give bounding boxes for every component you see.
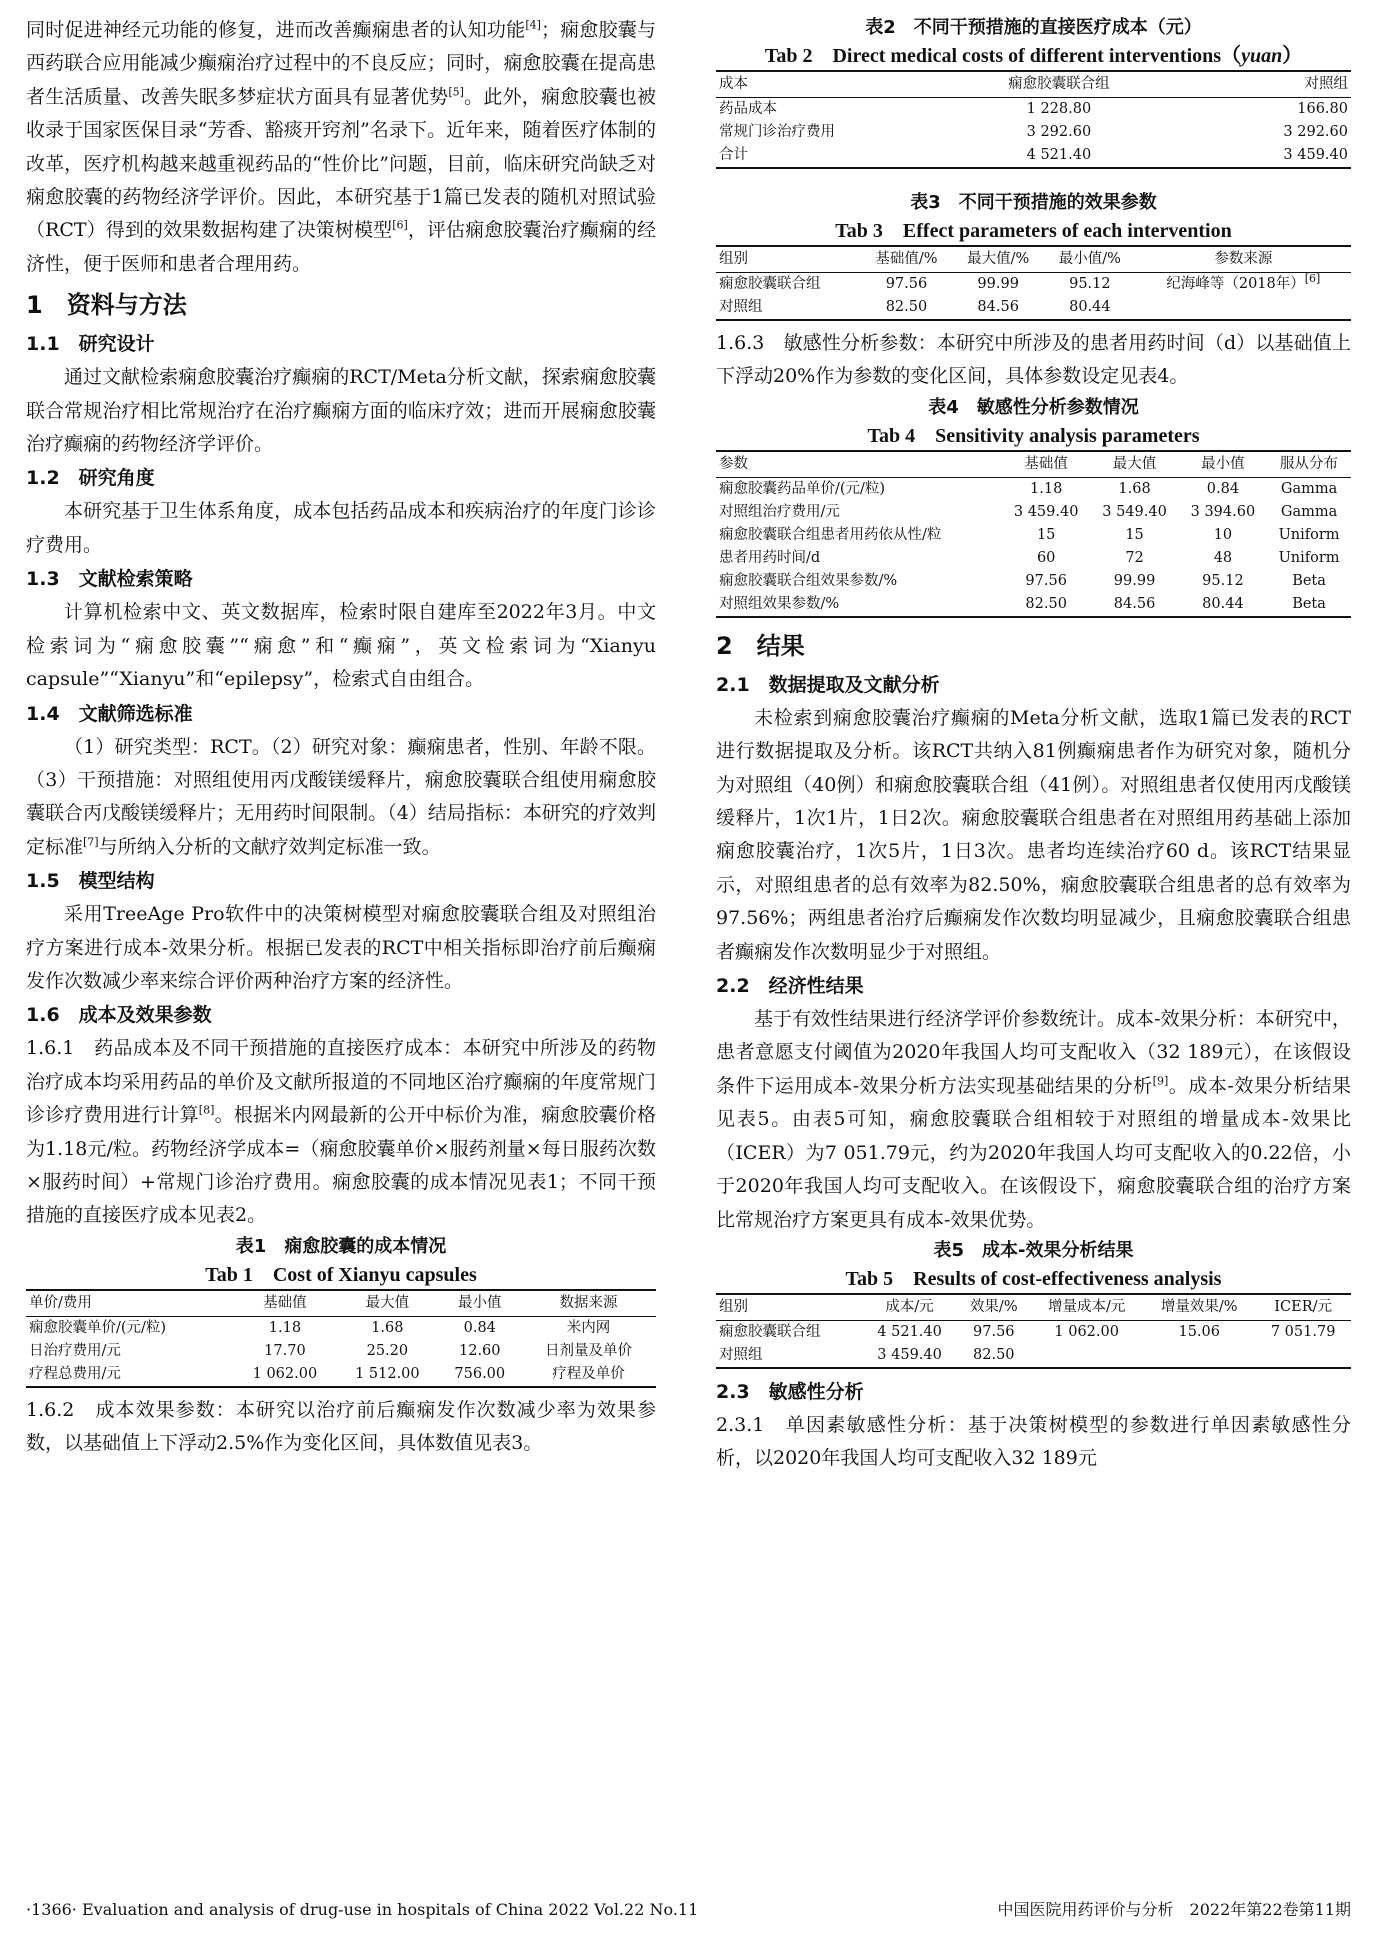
table-header-cell: 成本 — [716, 71, 907, 98]
table5-caption-cn: 表5 成本-效果分析结果 — [933, 1239, 1134, 1261]
section-heading-2-2: 2.2 经济性结果 — [716, 975, 864, 998]
table-row: 痫愈胶囊联合组效果参数/% 97.56 99.99 95.12 Beta — [719, 572, 1326, 589]
table-header-cell: 基础值 — [234, 1290, 336, 1317]
table-header-cell: 组别 — [716, 1294, 862, 1321]
table4-caption-en: Tab 4 Sensitivity analysis parameters — [867, 424, 1200, 447]
table-header-cell: 组别 — [716, 246, 861, 273]
table3-caption-cn: 表3 不同干预措施的效果参数 — [910, 192, 1157, 213]
table3-caption-en: Tab 3 Effect parameters of each intervention — [835, 220, 1232, 242]
table1-caption-en: Tab 1 Cost of Xianyu capsules — [205, 1263, 477, 1286]
section-heading-1-6: 1.6 成本及效果参数 — [26, 1004, 212, 1027]
table-header-cell: 数据来源 — [521, 1290, 656, 1317]
table-5 — [716, 1293, 1351, 1369]
table-header-cell: 增量成本/元 — [1030, 1294, 1143, 1321]
table1-caption-cn: 表1 痫愈胶囊的成本情况 — [235, 1235, 447, 1257]
citation[interactable]: [6] — [392, 219, 408, 233]
table-row: 对照组治疗费用/元 3 459.40 3 549.40 3 394.60 Gamma — [719, 503, 1338, 520]
table-header-cell: 单价/费用 — [26, 1290, 234, 1317]
paragraph-2-3-1: 2.3.1 单因素敏感性分析：基于决策树模型的参数进行单因素敏感性分析，以2020年我国人均可支配收入32 189元 — [716, 1413, 1351, 1470]
paragraph-2-2: 基于有效性结果进行经济学评价参数统计。成本-效果分析：本研究中，患者意愿支付阈值为2020年我国人均可支配收入（32 189元），在该假设条件下运用成本-效果分析方法实现基础结果的分析[9]。成本-效果分析结果见表5。由表5可知，痫愈胶囊联合组相较于对照组的增量成本-效果比（ICER）为7 051.79元，约为2020年我国人均可支配收入的0.22倍，小于2020年我国人均可支配收入。在该假设下，痫愈胶囊联合组的治疗方案比常规治疗方案更具有成本-效果优势。 — [716, 1008, 1352, 1231]
paragraph-1-3: 计算机检索中文、英文数据库，检索时限自建库至2022年3月。中文检索词为“痫愈胶囊”“痫愈”和“癫痫”，英文检索词为“Xianyu capsule”“Xianyu”和“epilepsy”，检索式自由组合。 — [26, 601, 656, 691]
section-heading-1-4: 1.4 文献筛选标准 — [26, 702, 193, 725]
table-4 — [716, 450, 1351, 618]
table-row: 日治疗费用/元 17.70 25.20 12.60 日剂量及单价 — [29, 1342, 632, 1359]
citation[interactable]: [9] — [1152, 1074, 1169, 1088]
table-header-cell: 增量效果/% — [1143, 1294, 1255, 1321]
table-row: 痫愈胶囊联合组 4 521.40 97.56 1 062.00 15.06 7 051.79 — [719, 1323, 1336, 1340]
section-heading-1-1: 1.1 研究设计 — [26, 333, 155, 356]
paragraph-1-1: 通过文献检索痫愈胶囊治疗癫痫的RCT/Meta分析文献，探索痫愈胶囊联合常规治疗相比常规治疗在治疗癫痫方面的临床疗效；进而开展痫愈胶囊治疗癫痫的药物经济学评价。 — [26, 366, 656, 456]
paragraph-2-1: 未检索到痫愈胶囊治疗癫痫的Meta分析文献，选取1篇已发表的RCT进行数据提取及分析。该RCT共纳入81例癫痫患者作为研究对象，随机分为对照组（40例）和痫愈胶囊联合组（41例）。对照组患者仅使用丙戊酸镁缓释片，1次1片，1日2次。痫愈胶囊联合组患者在对照组用药基础上添加痫愈胶囊治疗，1次5片，1日3次。患者均连续治疗60 d。该RCT结果显示，对照组患者的总有效率为82.50%，痫愈胶囊联合组患者的总有效率为97.56%；两组患者治疗后癫痫发作次数均明显减少，且痫愈胶囊联合组患者癫痫发作次数明显少于对照组。 — [716, 706, 1351, 963]
paragraph-1-6-1: 1.6.1 药品成本及不同干预措施的直接医疗成本：本研究中所涉及的药物治疗成本均采用药品的单价及文献所报道的不同地区治疗癫痫的年度常规门诊诊疗费用进行计算[8]。根据米内网最新的公开中标价为准，痫愈胶囊价格为1.18元/粒。药物经济学成本=（痫愈胶囊单价×服药剂量×每日服药次数×服药时间）+常规门诊治疗费用。痫愈胶囊的成本情况见表1；不同干预措施的直接医疗成本见表2。 — [26, 1037, 656, 1227]
section-heading-1-3: 1.3 文献检索策略 — [26, 568, 193, 591]
table-header-cell: ICER/元 — [1255, 1294, 1351, 1321]
paragraph-1-5: 采用TreeAge Pro软件中的决策树模型对痫愈胶囊联合组及对照组治疗方案进行成本-效果分析。根据已发表的RCT中相关指标即治疗前后癫痫发作次数减少率来综合评价两种治疗方案的经济性。 — [26, 903, 656, 992]
table2-caption-en: Tab 2 Direct medical costs of different interventions（yuan） — [764, 45, 1303, 67]
table-row: 痫愈胶囊药品单价/(元/粒) 1.18 1.68 0.84 Gamma — [719, 480, 1338, 497]
citation[interactable]: [7] — [83, 835, 99, 849]
table-row: 对照组效果参数/% 82.50 84.56 80.44 Beta — [716, 593, 1351, 617]
table-header-cell: 最大值 — [336, 1290, 438, 1317]
table-row: 合计 4 521.40 3 459.40 — [716, 144, 1351, 168]
table5-caption-en: Tab 5 Results of cost-effectiveness analysis — [845, 1267, 1222, 1290]
table-header-cell: 成本/元 — [862, 1294, 958, 1321]
footer-journal-en: ·1366· Evaluation and analysis of drug-use in hospitals of China 2022 Vol.22 No.11 — [26, 1900, 699, 1919]
paragraph-1-6-2: 1.6.2 成本效果参数：本研究以治疗前后癫痫发作次数减少率为效果参数，以基础值上下浮动2.5%作为变化区间，具体数值见表3。 — [26, 1398, 656, 1455]
intro-paragraph: 同时促进神经元功能的修复，进而改善癫痫患者的认知功能[4]；痫愈胶囊与西药联合应用能减少癫痫治疗过程中的不良反应；同时，痫愈胶囊在提高患者生活质量、改善失眠多梦症状方面具有显著优势[5]。此外，痫愈胶囊也被收录于国家医保目录“芳香、豁痰开窍剂”名录下。近年来，随着医疗体制的改革，医疗机构越来越重视药品的“性价比”问题，目前，临床研究尚缺乏对痫愈胶囊的药物经济学评价。因此，本研究基于1篇已发表的随机对照试验（RCT）得到的效果数据构建了决策树模型[6]，评估痫愈胶囊治疗癫痫的经济性，便于医师和患者合理用药。 — [26, 18, 656, 275]
table-header-cell: 服从分布 — [1267, 451, 1351, 478]
table-header-cell: 最小值 — [439, 1290, 521, 1317]
table-3 — [716, 245, 1351, 321]
table-header-cell: 基础值 — [1002, 451, 1090, 478]
citation[interactable]: [4] — [525, 18, 541, 32]
table-header-cell: 对照组 — [1211, 71, 1351, 98]
paragraph-1-4: （1）研究类型：RCT。（2）研究对象：癫痫患者，性别、年龄不限。（3）干预措施：对照组使用丙戊酸镁缓释片，痫愈胶囊联合组使用痫愈胶囊联合丙戊酸镁缓释片；无用药时间限制。（4）结局指标：本研究的疗效判定标准[7]与所纳入分析的文献疗效判定标准一致。 — [26, 735, 656, 858]
section-heading-1-2: 1.2 研究角度 — [26, 467, 155, 490]
table-row: 痫愈胶囊联合组 97.56 99.99 95.12 纪海峰等（2018年）[6] — [719, 272, 1321, 292]
section-heading-2-1: 2.1 数据提取及文献分析 — [716, 673, 940, 696]
table-header-cell: 最小值 — [1179, 451, 1267, 478]
page-footer — [26, 1898, 1351, 1922]
left-column — [26, 14, 656, 1461]
table-header-cell: 最大值/% — [952, 246, 1044, 273]
table-header-cell: 最大值 — [1090, 451, 1178, 478]
paragraph-1-6-3: 1.6.3 敏感性分析参数：本研究中所涉及的患者用药时间（d）以基础值上下浮动20%作为参数的变化区间，具体参数设定见表4。 — [716, 332, 1351, 388]
table-header-cell: 最小值/% — [1044, 246, 1136, 273]
citation[interactable]: [8] — [198, 1103, 215, 1117]
table-header-cell: 参数 — [716, 451, 1002, 478]
citation[interactable]: [6] — [1304, 272, 1321, 286]
table-1 — [26, 1289, 656, 1388]
table-header-cell: 基础值/% — [861, 246, 953, 273]
table2-caption-cn: 表2 不同干预措施的直接医疗成本（元） — [865, 17, 1202, 38]
section-heading-2: 2 结果 — [716, 631, 805, 660]
table-row: 药品成本 1 228.80 166.80 — [719, 101, 1348, 117]
table-row: 疗程总费用/元 1 062.00 1 512.00 756.00 疗程及单价 — [26, 1363, 656, 1387]
table4-caption-cn: 表4 敏感性分析参数情况 — [928, 396, 1139, 418]
table-row: 患者用药时间/d 60 72 48 Uniform — [719, 549, 1340, 566]
table-row: 常规门诊治疗费用 3 292.60 3 292.60 — [719, 124, 1348, 140]
footer-journal-cn: 中国医院用药评价与分析 2022年第22卷第11期 — [997, 1900, 1351, 1919]
section-heading-1-5: 1.5 模型结构 — [26, 870, 155, 893]
right-column — [716, 14, 1351, 1476]
table-2 — [716, 70, 1351, 169]
citation[interactable]: [5] — [448, 85, 464, 99]
section-heading-2-3: 2.3 敏感性分析 — [716, 1380, 864, 1403]
table-row: 痫愈胶囊联合组患者用药依从性/粒 15 15 10 Uniform — [719, 526, 1340, 543]
paragraph-1-2: 本研究基于卫生体系角度，成本包括药品成本和疾病治疗的年度门诊诊疗费用。 — [26, 500, 656, 556]
table-header-cell: 痫愈胶囊联合组 — [907, 71, 1212, 98]
table-row: 对照组 82.50 84.56 80.44 — [716, 296, 1351, 320]
table-header-cell: 效果/% — [957, 1294, 1030, 1321]
table-row: 痫愈胶囊单价/(元/粒) 1.18 1.68 0.84 米内网 — [29, 1319, 611, 1336]
table-header-cell: 参数来源 — [1136, 246, 1351, 273]
section-heading-1: 1 资料与方法 — [26, 291, 187, 320]
table-row: 对照组 3 459.40 82.50 — [716, 1344, 1351, 1368]
